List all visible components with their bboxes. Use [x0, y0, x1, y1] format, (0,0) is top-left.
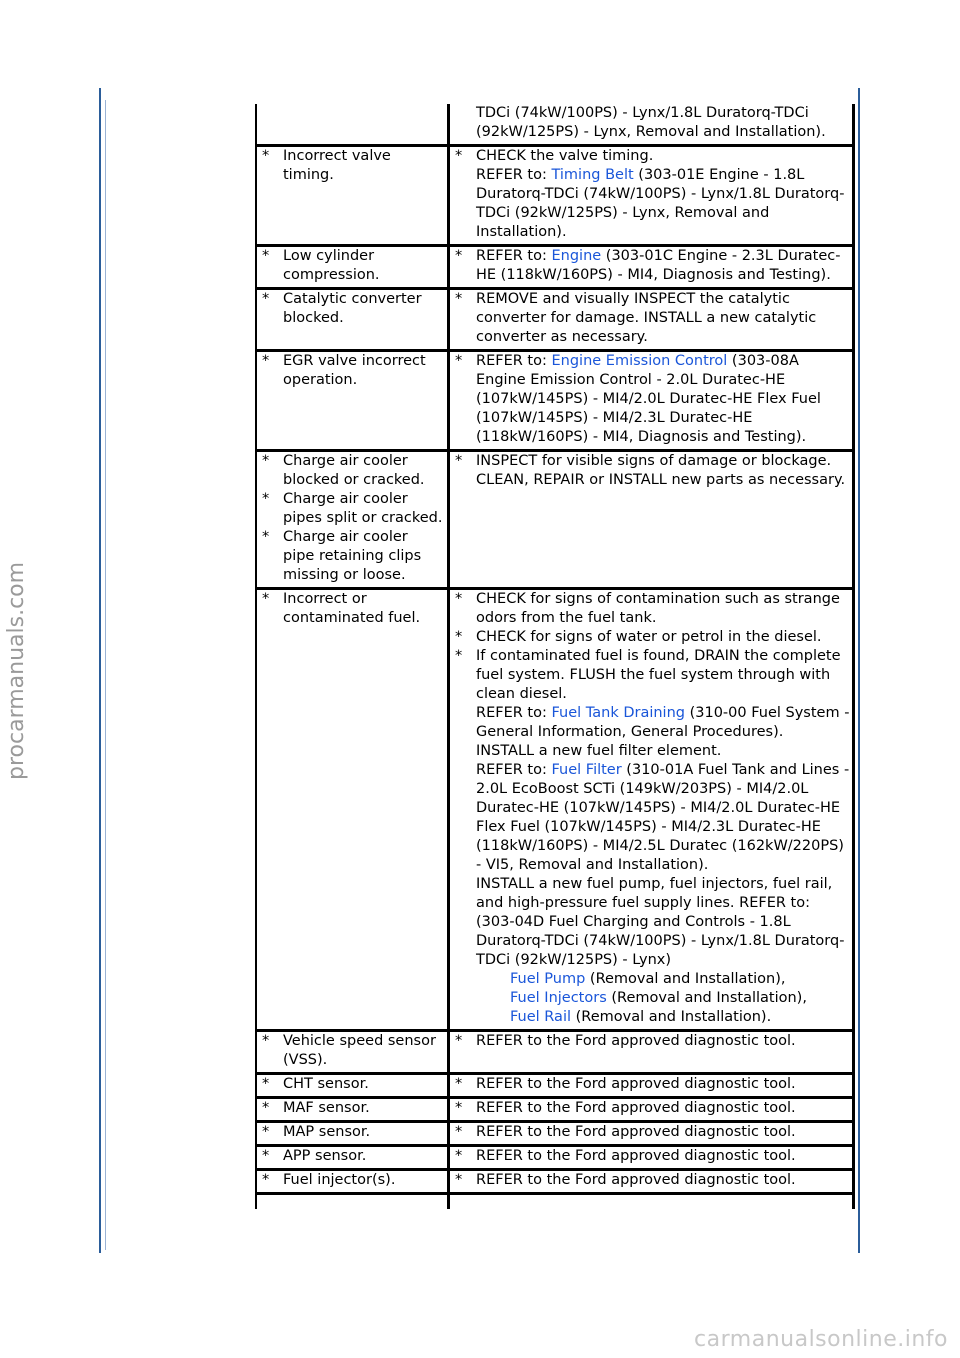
fuel-injectors-link[interactable]: Fuel Injectors: [510, 990, 607, 1006]
cause-text: Charge air cooler pipe retaining clips missing or loose.: [283, 529, 422, 583]
bullet-icon: *: [455, 1172, 463, 1188]
cause-text: APP sensor.: [283, 1148, 367, 1164]
bullet-icon: *: [262, 1124, 270, 1140]
page-frame-left-inner: [105, 100, 106, 1250]
bullet-icon: *: [455, 591, 463, 607]
cause-text: MAP sensor.: [283, 1124, 371, 1140]
action-text: CHECK for signs of contamination such as strange odors from the fuel tank.: [476, 591, 840, 626]
cause-cell: [256, 1074, 449, 1098]
table-row: [256, 104, 854, 146]
engine-emission-control-link[interactable]: Engine Emission Control: [551, 353, 728, 369]
bullet-icon: *: [262, 1076, 270, 1092]
table-row: [256, 1122, 854, 1146]
refer-label: REFER to:: [476, 167, 552, 183]
bullet-icon: *: [262, 491, 270, 507]
cause-text: Incorrect or contaminated fuel.: [283, 591, 421, 626]
cause-text: MAF sensor.: [283, 1100, 370, 1116]
table-row: [256, 1146, 854, 1170]
action-cell: [449, 351, 854, 451]
symptom-table: [255, 104, 855, 1209]
bullet-icon: *: [455, 248, 463, 264]
cause-text: Catalytic converter blocked.: [283, 291, 422, 326]
action-text: REMOVE and visually INSPECT the catalytic converter for damage. INSTALL a new catalytic converter as necessary.: [476, 291, 817, 345]
refer-detail: (303-01C Engine - 2.3L Duratec-HE (118kW/160PS) - MI4, Diagnosis and Testing).: [476, 248, 841, 283]
cause-cell: [256, 351, 449, 451]
cause-cell: [256, 1122, 449, 1146]
action-text: REFER to the Ford approved diagnostic tool.: [476, 1076, 796, 1092]
bullet-icon: *: [262, 1033, 270, 1049]
cause-cell: [256, 104, 449, 146]
page-frame-left: [99, 88, 101, 1253]
bullet-icon: *: [262, 1148, 270, 1164]
bullet-icon: *: [262, 453, 270, 469]
refer-detail: (Removal and Installation),: [585, 971, 786, 987]
action-cell: [449, 589, 854, 1031]
cause-text: Fuel injector(s).: [283, 1172, 396, 1188]
bullet-icon: *: [262, 529, 270, 545]
cause-cell: [256, 1098, 449, 1122]
bullet-icon: *: [455, 629, 463, 645]
action-text: INSTALL a new fuel filter element.: [476, 743, 722, 759]
side-watermark: procarmanuals.com: [4, 561, 29, 780]
refer-label: REFER to:: [476, 353, 552, 369]
action-text: REFER to the Ford approved diagnostic tool.: [476, 1172, 796, 1188]
cause-cell: [256, 451, 449, 589]
action-text: TDCi (74kW/100PS) - Lynx/1.8L Duratorq-TDCi (92kW/125PS) - Lynx, Removal and Installation).: [476, 105, 826, 140]
action-cell: [449, 246, 854, 289]
bullet-icon: *: [455, 648, 463, 664]
table-row: [256, 589, 854, 1031]
action-text: If contaminated fuel is found, DRAIN the complete fuel system. FLUSH the fuel system through with clean diesel.: [476, 648, 841, 702]
refer-detail: (303-08A Engine Emission Control - 2.0L Duratec-HE (107kW/145PS) - MI4/2.0L Duratec-HE Flex Fuel (107kW/145PS) - MI4/2.3L Duratec-HE (118kW/160PS) - MI4, Diagnosis and Testing).: [476, 353, 821, 445]
page-frame-right: [858, 88, 860, 1253]
action-text: REFER to the Ford approved diagnostic tool.: [476, 1124, 796, 1140]
table-row: [256, 351, 854, 451]
table-row: [256, 1098, 854, 1122]
bullet-icon: *: [455, 1148, 463, 1164]
bullet-icon: *: [455, 1076, 463, 1092]
cause-text: Low cylinder compression.: [283, 248, 380, 283]
action-text: REFER to the Ford approved diagnostic tool.: [476, 1100, 796, 1116]
bullet-icon: *: [455, 1124, 463, 1140]
cause-cell: [256, 1194, 449, 1210]
action-cell: [449, 1122, 854, 1146]
action-text: INSTALL a new fuel pump, fuel injectors, fuel rail, and high-pressure fuel supply lines. REFER to: (303-04D Fuel Charging and Controls - 1.8L Duratorq-TDCi (74kW/100PS) - Lynx/1.8L Duratorq-TDCi (92kW/125PS) - Lynx): [476, 876, 845, 968]
cause-text: Charge air cooler blocked or cracked.: [283, 453, 425, 488]
refer-label: REFER to:: [476, 762, 552, 778]
bullet-icon: *: [455, 353, 463, 369]
action-cell: [449, 289, 854, 351]
cause-cell: [256, 1031, 449, 1074]
action-cell: [449, 1146, 854, 1170]
bullet-icon: *: [455, 148, 463, 164]
refer-detail: (310-01A Fuel Tank and Lines - 2.0L EcoBoost SCTi (149kW/203PS) - MI4/2.0L Duratec-HE (107kW/145PS) - MI4/2.0L Duratec-HE Flex Fuel (107kW/145PS) - MI4/2.3L Duratec-HE (118kW/160PS) - MI4/2.5L Duratec (162kW/220PS) - VI5, Removal and Installation).: [476, 762, 850, 873]
fuel-filter-link[interactable]: Fuel Filter: [551, 762, 622, 778]
cause-cell: [256, 289, 449, 351]
cause-text: Charge air cooler pipes split or cracked.: [283, 491, 443, 526]
cause-text: EGR valve incorrect operation.: [283, 353, 426, 388]
table-end-row: [256, 1194, 854, 1210]
bullet-icon: *: [262, 248, 270, 264]
bullet-icon: *: [262, 1100, 270, 1116]
action-cell: [449, 1074, 854, 1098]
table-row: [256, 289, 854, 351]
bullet-icon: *: [262, 591, 270, 607]
action-cell: [449, 1170, 854, 1194]
bullet-icon: *: [262, 291, 270, 307]
action-text: CHECK for signs of water or petrol in the diesel.: [476, 629, 822, 645]
refer-detail: (Removal and Installation),: [606, 990, 807, 1006]
cause-cell: [256, 146, 449, 246]
refer-detail: (303-01E Engine - 1.8L Duratorq-TDCi (74kW/100PS) - Lynx/1.8L Duratorq-TDCi (92kW/125PS) - Lynx, Removal and Installation).: [476, 167, 845, 240]
refer-detail: (Removal and Installation).: [571, 1009, 772, 1025]
action-text: REFER to the Ford approved diagnostic tool.: [476, 1148, 796, 1164]
table-row: [256, 146, 854, 246]
fuel-tank-draining-link[interactable]: Fuel Tank Draining: [551, 705, 685, 721]
table-row: [256, 1170, 854, 1194]
action-cell: [449, 1194, 854, 1210]
action-text: INSPECT for visible signs of damage or blockage. CLEAN, REPAIR or INSTALL new parts as necessary.: [476, 453, 846, 488]
cause-text: Vehicle speed sensor (VSS).: [283, 1033, 436, 1068]
table-row: [256, 1031, 854, 1074]
cause-cell: [256, 589, 449, 1031]
bullet-icon: *: [455, 453, 463, 469]
action-cell: [449, 104, 854, 146]
cause-cell: [256, 246, 449, 289]
bullet-icon: *: [262, 148, 270, 164]
table-row: [256, 246, 854, 289]
cause-cell: [256, 1146, 449, 1170]
action-cell: [449, 451, 854, 589]
refer-detail: (310-00 Fuel System - General Information, General Procedures).: [476, 705, 850, 740]
action-cell: [449, 1031, 854, 1074]
action-text: REFER to the Ford approved diagnostic tool.: [476, 1033, 796, 1049]
fuel-pump-link[interactable]: Fuel Pump: [510, 971, 586, 987]
bullet-icon: *: [455, 1100, 463, 1116]
action-cell: [449, 146, 854, 246]
table-row: [256, 451, 854, 589]
action-cell: [449, 1098, 854, 1122]
bottom-watermark: carmanualsonline.info: [694, 1327, 948, 1352]
fuel-rail-link[interactable]: Fuel Rail: [510, 1009, 571, 1025]
bullet-icon: *: [262, 353, 270, 369]
cause-text: Incorrect valve timing.: [283, 148, 391, 183]
action-text: CHECK the valve timing.: [476, 148, 654, 164]
engine-link[interactable]: Engine: [551, 248, 602, 264]
bullet-icon: *: [455, 291, 463, 307]
table-row: [256, 1074, 854, 1098]
bullet-icon: *: [455, 1033, 463, 1049]
cause-text: CHT sensor.: [283, 1076, 369, 1092]
refer-label: REFER to:: [476, 248, 552, 264]
timing-belt-link[interactable]: Timing Belt: [551, 167, 634, 183]
cause-cell: [256, 1170, 449, 1194]
refer-label: REFER to:: [476, 705, 552, 721]
bullet-icon: *: [262, 1172, 270, 1188]
